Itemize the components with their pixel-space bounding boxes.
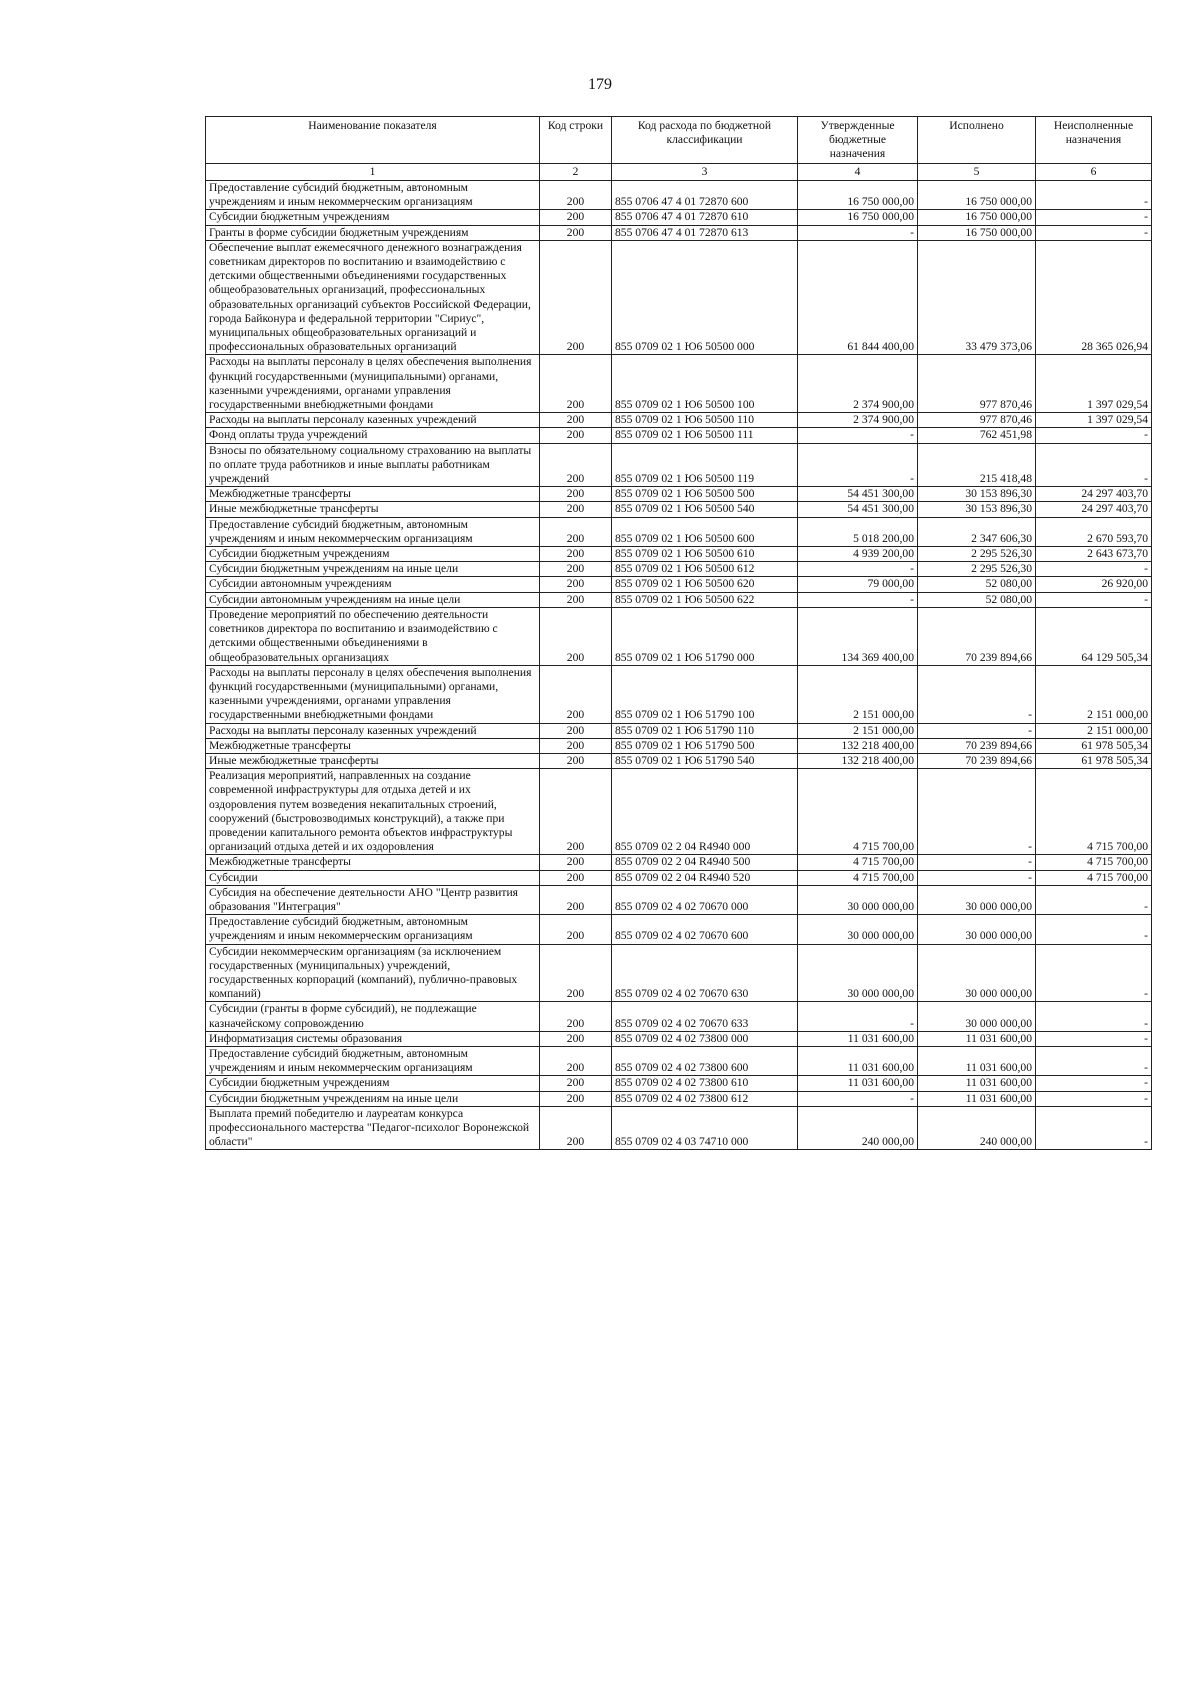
column-number: 1	[206, 164, 540, 181]
row-approved-amount: -	[798, 443, 918, 487]
row-name: Обеспечение выплат ежемесячного денежного вознаграждения советникам директоров по воспитанию и взаимодействию с детскими общественными объединениями государственных общеобразовательных организаций, профессиональных образовательных организаций субъектов Российской Федерации, города Байконура и федеральной территории "Сириус", муниципальных общеобразовательных организаций и профессиональных образовательных организаций	[206, 240, 540, 355]
row-name: Межбюджетные трансферты	[206, 855, 540, 870]
row-executed-amount: 70 239 894,66	[918, 738, 1036, 753]
row-approved-amount: -	[798, 562, 918, 577]
row-executed-amount: 977 870,46	[918, 413, 1036, 428]
row-executed-amount: -	[918, 723, 1036, 738]
row-executed-amount: 11 031 600,00	[918, 1076, 1036, 1091]
row-line-code: 200	[540, 723, 612, 738]
table-row	[206, 502, 1152, 517]
row-line-code: 200	[540, 753, 612, 768]
row-line-code: 200	[540, 1046, 612, 1075]
table-row	[206, 1046, 1152, 1075]
row-unexecuted-amount: 4 715 700,00	[1036, 855, 1152, 870]
row-approved-amount: 30 000 000,00	[798, 944, 918, 1002]
row-name: Субсидии (гранты в форме субсидий), не подлежащие казначейскому сопровождению	[206, 1002, 540, 1031]
row-unexecuted-amount: -	[1036, 562, 1152, 577]
row-name: Гранты в форме субсидии бюджетным учреждениям	[206, 225, 540, 240]
row-budget-code: 855 0709 02 1 Ю6 51790 500	[612, 738, 798, 753]
row-executed-amount: -	[918, 769, 1036, 855]
row-name: Проведение мероприятий по обеспечению деятельности советников директора по воспитанию и взаимодействию с детскими общественными объединениями в общеобразовательных организациях	[206, 607, 540, 665]
row-name: Предоставление субсидий бюджетным, автономным учреждениям и иным некоммерческим организациям	[206, 1046, 540, 1075]
row-budget-code: 855 0709 02 1 Ю6 50500 540	[612, 502, 798, 517]
row-approved-amount: 16 750 000,00	[798, 210, 918, 225]
table-row	[206, 944, 1152, 1002]
row-name: Межбюджетные трансферты	[206, 487, 540, 502]
row-executed-amount: 30 000 000,00	[918, 915, 1036, 944]
row-line-code: 200	[540, 562, 612, 577]
row-executed-amount: 2 295 526,30	[918, 547, 1036, 562]
row-line-code: 200	[540, 577, 612, 592]
table-row	[206, 443, 1152, 487]
table-row	[206, 225, 1152, 240]
row-budget-code: 855 0709 02 1 Ю6 50500 119	[612, 443, 798, 487]
row-unexecuted-amount: -	[1036, 1091, 1152, 1106]
table-row	[206, 592, 1152, 607]
row-name: Субсидии бюджетным учреждениям	[206, 210, 540, 225]
table-row	[206, 915, 1152, 944]
row-executed-amount: 70 239 894,66	[918, 753, 1036, 768]
row-name: Субсидии	[206, 870, 540, 885]
row-approved-amount: 134 369 400,00	[798, 607, 918, 665]
row-line-code: 200	[540, 738, 612, 753]
row-approved-amount: 30 000 000,00	[798, 885, 918, 914]
row-unexecuted-amount: 24 297 403,70	[1036, 487, 1152, 502]
row-name: Реализация мероприятий, направленных на создание современной инфраструктуры для отдыха детей и их оздоровления путем возведения некапитальных строений, сооружений (быстровозводимых конструкций), а также при проведении капитального ремонта объектов инфраструктуры организаций отдыха детей и их оздоровления	[206, 769, 540, 855]
row-unexecuted-amount: -	[1036, 1076, 1152, 1091]
table-body	[206, 181, 1152, 1150]
row-executed-amount: 240 000,00	[918, 1106, 1036, 1150]
table-row	[206, 723, 1152, 738]
row-name: Расходы на выплаты персоналу в целях обеспечения выполнения функций государственными (муниципальными) органами, казенными учреждениями, органами управления государственными внебюджетными фондами	[206, 355, 540, 413]
table-row	[206, 1091, 1152, 1106]
row-line-code: 200	[540, 1031, 612, 1046]
table-row	[206, 769, 1152, 855]
row-budget-code: 855 0709 02 1 Ю6 50500 600	[612, 517, 798, 546]
row-approved-amount: 2 374 900,00	[798, 355, 918, 413]
row-unexecuted-amount: -	[1036, 885, 1152, 914]
row-budget-code: 855 0709 02 1 Ю6 50500 500	[612, 487, 798, 502]
row-approved-amount: 11 031 600,00	[798, 1031, 918, 1046]
row-executed-amount: 52 080,00	[918, 577, 1036, 592]
row-approved-amount: 79 000,00	[798, 577, 918, 592]
row-budget-code: 855 0706 47 4 01 72870 613	[612, 225, 798, 240]
row-approved-amount: 54 451 300,00	[798, 502, 918, 517]
row-approved-amount: -	[798, 428, 918, 443]
row-budget-code: 855 0706 47 4 01 72870 600	[612, 181, 798, 210]
row-budget-code: 855 0709 02 4 02 73800 000	[612, 1031, 798, 1046]
row-unexecuted-amount: -	[1036, 592, 1152, 607]
row-unexecuted-amount: 61 978 505,34	[1036, 738, 1152, 753]
row-line-code: 200	[540, 240, 612, 355]
row-line-code: 200	[540, 428, 612, 443]
row-budget-code: 855 0709 02 1 Ю6 50500 612	[612, 562, 798, 577]
row-approved-amount: 4 715 700,00	[798, 855, 918, 870]
row-unexecuted-amount: -	[1036, 1002, 1152, 1031]
row-executed-amount: 215 418,48	[918, 443, 1036, 487]
row-name: Субсидии автономным учреждениям на иные цели	[206, 592, 540, 607]
row-executed-amount: -	[918, 855, 1036, 870]
table-row	[206, 665, 1152, 723]
row-budget-code: 855 0709 02 1 Ю6 50500 000	[612, 240, 798, 355]
table-row	[206, 753, 1152, 768]
table-row	[206, 885, 1152, 914]
row-line-code: 200	[540, 1076, 612, 1091]
table-row	[206, 1031, 1152, 1046]
row-approved-amount: 2 374 900,00	[798, 413, 918, 428]
table-row	[206, 738, 1152, 753]
header-row	[206, 117, 1152, 164]
row-name: Субсидии бюджетным учреждениям	[206, 1076, 540, 1091]
row-executed-amount: 70 239 894,66	[918, 607, 1036, 665]
row-unexecuted-amount: 61 978 505,34	[1036, 753, 1152, 768]
row-executed-amount: 30 000 000,00	[918, 885, 1036, 914]
row-line-code: 200	[540, 181, 612, 210]
row-unexecuted-amount: 28 365 026,94	[1036, 240, 1152, 355]
row-approved-amount: 2 151 000,00	[798, 723, 918, 738]
row-name: Иные межбюджетные трансферты	[206, 502, 540, 517]
row-line-code: 200	[540, 355, 612, 413]
row-executed-amount: 977 870,46	[918, 355, 1036, 413]
row-budget-code: 855 0709 02 4 02 73800 612	[612, 1091, 798, 1106]
row-unexecuted-amount: 4 715 700,00	[1036, 870, 1152, 885]
table-row	[206, 577, 1152, 592]
row-name: Расходы на выплаты персоналу в целях обеспечения выполнения функций государственными (муниципальными) органами, казенными учреждениями, органами управления государственными внебюджетными фондами	[206, 665, 540, 723]
row-executed-amount: 11 031 600,00	[918, 1091, 1036, 1106]
row-line-code: 200	[540, 607, 612, 665]
row-name: Предоставление субсидий бюджетным, автономным учреждениям и иным некоммерческим организациям	[206, 181, 540, 210]
row-approved-amount: 4 939 200,00	[798, 547, 918, 562]
row-unexecuted-amount: 4 715 700,00	[1036, 769, 1152, 855]
row-name: Субсидии бюджетным учреждениям	[206, 547, 540, 562]
row-executed-amount: 11 031 600,00	[918, 1046, 1036, 1075]
row-approved-amount: 132 218 400,00	[798, 753, 918, 768]
header-unexecuted: Неисполненные назначения	[1036, 117, 1152, 164]
row-unexecuted-amount: 64 129 505,34	[1036, 607, 1152, 665]
row-name: Расходы на выплаты персоналу казенных учреждений	[206, 723, 540, 738]
row-executed-amount: 762 451,98	[918, 428, 1036, 443]
row-approved-amount: 240 000,00	[798, 1106, 918, 1150]
row-name: Субсидии автономным учреждениям	[206, 577, 540, 592]
column-number-row	[206, 164, 1152, 181]
header-budget-code: Код расхода по бюджетной классификации	[612, 117, 798, 164]
row-unexecuted-amount: -	[1036, 1046, 1152, 1075]
table-row	[206, 355, 1152, 413]
row-approved-amount: 54 451 300,00	[798, 487, 918, 502]
row-approved-amount: 11 031 600,00	[798, 1046, 918, 1075]
header-name: Наименование показателя	[206, 117, 540, 164]
row-name: Субсидии некоммерческим организациям (за исключением государственных (муниципальных) учреждений, государственных корпораций (компаний), публично-правовых компаний)	[206, 944, 540, 1002]
row-budget-code: 855 0709 02 1 Ю6 50500 111	[612, 428, 798, 443]
row-budget-code: 855 0709 02 1 Ю6 50500 620	[612, 577, 798, 592]
row-line-code: 200	[540, 592, 612, 607]
row-budget-code: 855 0709 02 1 Ю6 51790 540	[612, 753, 798, 768]
budget-execution-table	[205, 116, 1152, 1150]
column-number: 4	[798, 164, 918, 181]
row-unexecuted-amount: 2 670 593,70	[1036, 517, 1152, 546]
row-unexecuted-amount: -	[1036, 1031, 1152, 1046]
row-unexecuted-amount: 2 151 000,00	[1036, 665, 1152, 723]
row-name: Выплата премий победителю и лауреатам конкурса профессионального мастерства "Педагог-психолог Воронежской области"	[206, 1106, 540, 1150]
row-line-code: 200	[540, 547, 612, 562]
row-unexecuted-amount: -	[1036, 225, 1152, 240]
table-row	[206, 547, 1152, 562]
row-executed-amount: 16 750 000,00	[918, 225, 1036, 240]
row-budget-code: 855 0709 02 4 02 70670 630	[612, 944, 798, 1002]
row-unexecuted-amount: 26 920,00	[1036, 577, 1152, 592]
row-unexecuted-amount: -	[1036, 944, 1152, 1002]
row-budget-code: 855 0709 02 1 Ю6 51790 000	[612, 607, 798, 665]
row-executed-amount: 30 000 000,00	[918, 944, 1036, 1002]
row-executed-amount: 11 031 600,00	[918, 1031, 1036, 1046]
row-approved-amount: -	[798, 1091, 918, 1106]
row-unexecuted-amount: 2 643 673,70	[1036, 547, 1152, 562]
row-approved-amount: -	[798, 225, 918, 240]
row-unexecuted-amount: 24 297 403,70	[1036, 502, 1152, 517]
row-line-code: 200	[540, 487, 612, 502]
row-name: Межбюджетные трансферты	[206, 738, 540, 753]
row-line-code: 200	[540, 210, 612, 225]
row-approved-amount: 16 750 000,00	[798, 181, 918, 210]
table-row	[206, 181, 1152, 210]
row-unexecuted-amount: -	[1036, 181, 1152, 210]
row-budget-code: 855 0709 02 4 02 70670 633	[612, 1002, 798, 1031]
table-row	[206, 1106, 1152, 1150]
column-number: 2	[540, 164, 612, 181]
row-executed-amount: 16 750 000,00	[918, 210, 1036, 225]
row-line-code: 200	[540, 885, 612, 914]
row-budget-code: 855 0709 02 1 Ю6 50500 610	[612, 547, 798, 562]
table-row	[206, 428, 1152, 443]
row-line-code: 200	[540, 1002, 612, 1031]
row-line-code: 200	[540, 870, 612, 885]
row-unexecuted-amount: 1 397 029,54	[1036, 413, 1152, 428]
table-row	[206, 517, 1152, 546]
row-approved-amount: 2 151 000,00	[798, 665, 918, 723]
table-row	[206, 487, 1152, 502]
table-row	[206, 607, 1152, 665]
header-executed: Исполнено	[918, 117, 1036, 164]
table-row	[206, 870, 1152, 885]
row-line-code: 200	[540, 915, 612, 944]
table-row	[206, 855, 1152, 870]
column-number: 5	[918, 164, 1036, 181]
row-line-code: 200	[540, 443, 612, 487]
row-budget-code: 855 0709 02 2 04 R4940 520	[612, 870, 798, 885]
row-budget-code: 855 0709 02 4 02 70670 600	[612, 915, 798, 944]
page-number: 179	[588, 76, 612, 93]
row-budget-code: 855 0709 02 1 Ю6 50500 100	[612, 355, 798, 413]
row-name: Взносы по обязательному социальному страхованию на выплаты по оплате труда работников и иные выплаты работникам учреждений	[206, 443, 540, 487]
table-row	[206, 210, 1152, 225]
row-line-code: 200	[540, 517, 612, 546]
row-line-code: 200	[540, 855, 612, 870]
table-row	[206, 1076, 1152, 1091]
row-executed-amount: 16 750 000,00	[918, 181, 1036, 210]
row-name: Субсидия на обеспечение деятельности АНО "Центр развития образования "Интеграция"	[206, 885, 540, 914]
row-unexecuted-amount: -	[1036, 428, 1152, 443]
row-line-code: 200	[540, 665, 612, 723]
row-executed-amount: 2 295 526,30	[918, 562, 1036, 577]
row-approved-amount: 4 715 700,00	[798, 870, 918, 885]
row-approved-amount: 132 218 400,00	[798, 738, 918, 753]
row-budget-code: 855 0709 02 1 Ю6 51790 100	[612, 665, 798, 723]
row-name: Предоставление субсидий бюджетным, автономным учреждениям и иным некоммерческим организациям	[206, 517, 540, 546]
row-executed-amount: -	[918, 870, 1036, 885]
row-approved-amount: 4 715 700,00	[798, 769, 918, 855]
table-row	[206, 1002, 1152, 1031]
row-unexecuted-amount: 2 151 000,00	[1036, 723, 1152, 738]
row-executed-amount: -	[918, 665, 1036, 723]
row-approved-amount: 61 844 400,00	[798, 240, 918, 355]
row-budget-code: 855 0706 47 4 01 72870 610	[612, 210, 798, 225]
table-row	[206, 240, 1152, 355]
row-budget-code: 855 0709 02 4 02 73800 600	[612, 1046, 798, 1075]
row-executed-amount: 30 000 000,00	[918, 1002, 1036, 1031]
row-line-code: 200	[540, 1106, 612, 1150]
row-budget-code: 855 0709 02 2 04 R4940 000	[612, 769, 798, 855]
row-line-code: 200	[540, 413, 612, 428]
row-approved-amount: -	[798, 1002, 918, 1031]
row-name: Субсидии бюджетным учреждениям на иные цели	[206, 562, 540, 577]
row-budget-code: 855 0709 02 4 02 70670 000	[612, 885, 798, 914]
row-budget-code: 855 0709 02 1 Ю6 50500 110	[612, 413, 798, 428]
row-approved-amount: 30 000 000,00	[798, 915, 918, 944]
row-line-code: 200	[540, 225, 612, 240]
row-name: Информатизация системы образования	[206, 1031, 540, 1046]
row-name: Расходы на выплаты персоналу казенных учреждений	[206, 413, 540, 428]
row-unexecuted-amount: -	[1036, 915, 1152, 944]
row-name: Предоставление субсидий бюджетным, автономным учреждениям и иным некоммерческим организациям	[206, 915, 540, 944]
row-unexecuted-amount: -	[1036, 443, 1152, 487]
row-unexecuted-amount: -	[1036, 1106, 1152, 1150]
table-row	[206, 413, 1152, 428]
row-name: Фонд оплаты труда учреждений	[206, 428, 540, 443]
row-budget-code: 855 0709 02 4 02 73800 610	[612, 1076, 798, 1091]
row-budget-code: 855 0709 02 1 Ю6 51790 110	[612, 723, 798, 738]
row-executed-amount: 2 347 606,30	[918, 517, 1036, 546]
row-name: Субсидии бюджетным учреждениям на иные цели	[206, 1091, 540, 1106]
row-line-code: 200	[540, 1091, 612, 1106]
header-line-code: Код строки	[540, 117, 612, 164]
row-approved-amount: 11 031 600,00	[798, 1076, 918, 1091]
row-unexecuted-amount: -	[1036, 210, 1152, 225]
row-unexecuted-amount: 1 397 029,54	[1036, 355, 1152, 413]
row-budget-code: 855 0709 02 1 Ю6 50500 622	[612, 592, 798, 607]
column-number: 3	[612, 164, 798, 181]
row-line-code: 200	[540, 502, 612, 517]
row-line-code: 200	[540, 944, 612, 1002]
row-line-code: 200	[540, 769, 612, 855]
row-budget-code: 855 0709 02 2 04 R4940 500	[612, 855, 798, 870]
row-executed-amount: 30 153 896,30	[918, 502, 1036, 517]
table-row	[206, 562, 1152, 577]
row-approved-amount: -	[798, 592, 918, 607]
column-number: 6	[1036, 164, 1152, 181]
header-approved: Утвержденные бюджетные назначения	[798, 117, 918, 164]
row-approved-amount: 5 018 200,00	[798, 517, 918, 546]
row-executed-amount: 33 479 373,06	[918, 240, 1036, 355]
row-executed-amount: 30 153 896,30	[918, 487, 1036, 502]
row-budget-code: 855 0709 02 4 03 74710 000	[612, 1106, 798, 1150]
row-executed-amount: 52 080,00	[918, 592, 1036, 607]
row-name: Иные межбюджетные трансферты	[206, 753, 540, 768]
